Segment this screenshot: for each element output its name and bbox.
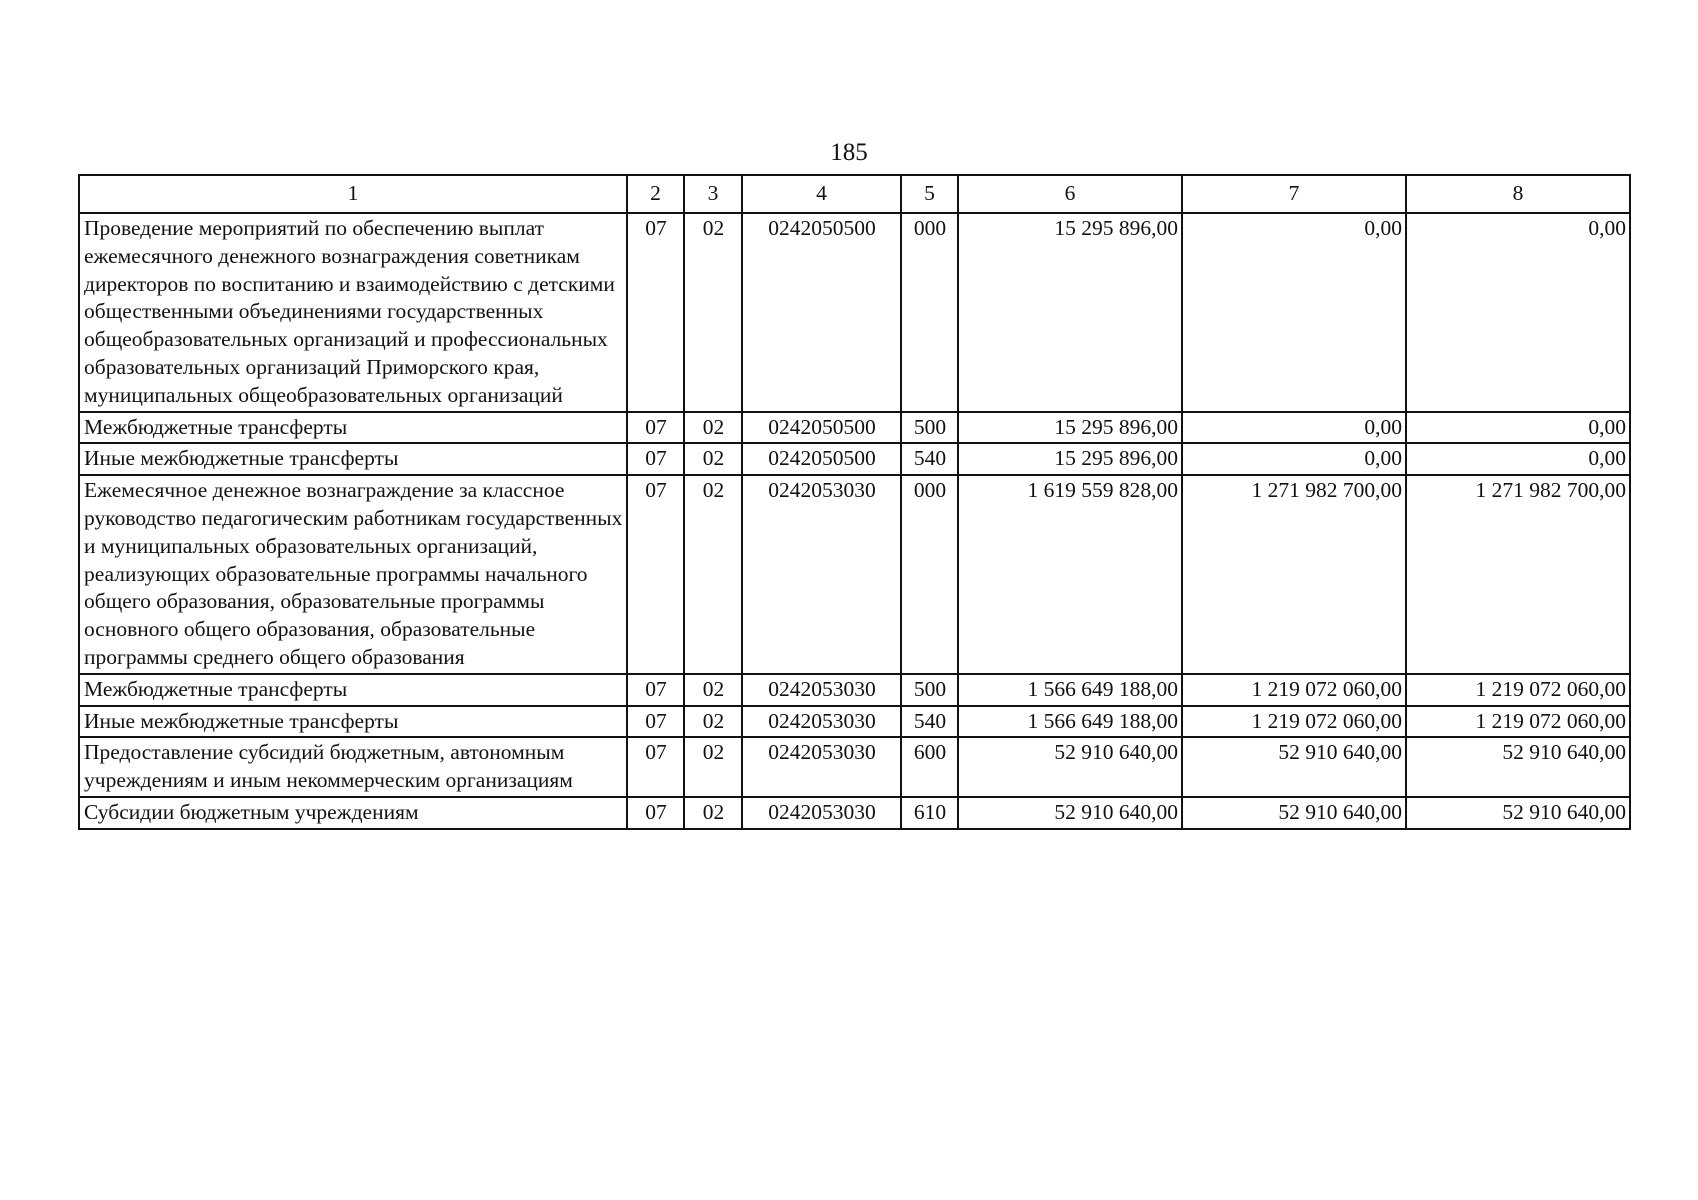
amount-col7: 0,00 — [1182, 443, 1406, 475]
table-row — [79, 443, 1630, 475]
table-row — [79, 674, 1630, 706]
amount-col8: 0,00 — [1406, 443, 1630, 475]
amount-col7: 1 271 982 700,00 — [1182, 475, 1406, 674]
target-code: 0242053030 — [742, 706, 901, 738]
row-name: Ежемесячное денежное вознаграждение за классное руководство педагогическим работникам государственных и муниципальных образовательных организаций, реализующих образовательные программы начального общего образования, образовательные программы основного общего образования, образовательные программы среднего общего образования — [79, 475, 627, 674]
table-row — [79, 737, 1630, 797]
table-header-row — [79, 175, 1630, 213]
amount-col8: 1 219 072 060,00 — [1406, 674, 1630, 706]
amount-col8: 1 271 982 700,00 — [1406, 475, 1630, 674]
column-header: 3 — [684, 175, 742, 213]
table-row — [79, 706, 1630, 738]
row-name: Субсидии бюджетным учреждениям — [79, 797, 627, 829]
amount-col6: 1 566 649 188,00 — [958, 706, 1182, 738]
expense-type-code: 500 — [901, 412, 958, 444]
subsection-code: 02 — [684, 706, 742, 738]
amount-col8: 52 910 640,00 — [1406, 737, 1630, 797]
column-header: 8 — [1406, 175, 1630, 213]
target-code: 0242053030 — [742, 475, 901, 674]
expense-type-code: 540 — [901, 443, 958, 475]
column-header: 2 — [627, 175, 684, 213]
section-code: 07 — [627, 737, 684, 797]
expense-type-code: 610 — [901, 797, 958, 829]
amount-col6: 15 295 896,00 — [958, 443, 1182, 475]
subsection-code: 02 — [684, 737, 742, 797]
subsection-code: 02 — [684, 443, 742, 475]
column-header: 5 — [901, 175, 958, 213]
section-code: 07 — [627, 475, 684, 674]
target-code: 0242050500 — [742, 443, 901, 475]
table-row — [79, 475, 1630, 674]
amount-col7: 0,00 — [1182, 412, 1406, 444]
expense-type-code: 600 — [901, 737, 958, 797]
section-code: 07 — [627, 443, 684, 475]
amount-col8: 0,00 — [1406, 412, 1630, 444]
section-code: 07 — [627, 797, 684, 829]
column-header: 7 — [1182, 175, 1406, 213]
target-code: 0242050500 — [742, 213, 901, 412]
amount-col7: 0,00 — [1182, 213, 1406, 412]
section-code: 07 — [627, 706, 684, 738]
table-row — [79, 213, 1630, 412]
amount-col6: 1 566 649 188,00 — [958, 674, 1182, 706]
section-code: 07 — [627, 412, 684, 444]
page-number: 185 — [830, 139, 868, 166]
table-row — [79, 412, 1630, 444]
amount-col6: 15 295 896,00 — [958, 412, 1182, 444]
budget-table — [78, 174, 1631, 830]
amount-col6: 52 910 640,00 — [958, 737, 1182, 797]
subsection-code: 02 — [684, 412, 742, 444]
section-code: 07 — [627, 674, 684, 706]
subsection-code: 02 — [684, 213, 742, 412]
expense-type-code: 000 — [901, 213, 958, 412]
expense-type-code: 540 — [901, 706, 958, 738]
amount-col7: 52 910 640,00 — [1182, 737, 1406, 797]
row-name: Предоставление субсидий бюджетным, автономным учреждениям и иным некоммерческим организациям — [79, 737, 627, 797]
amount-col6: 15 295 896,00 — [958, 213, 1182, 412]
subsection-code: 02 — [684, 674, 742, 706]
expense-type-code: 500 — [901, 674, 958, 706]
row-name: Межбюджетные трансферты — [79, 412, 627, 444]
row-name: Иные межбюджетные трансферты — [79, 443, 627, 475]
target-code: 0242053030 — [742, 797, 901, 829]
amount-col8: 1 219 072 060,00 — [1406, 706, 1630, 738]
target-code: 0242050500 — [742, 412, 901, 444]
amount-col7: 1 219 072 060,00 — [1182, 706, 1406, 738]
row-name: Проведение мероприятий по обеспечению выплат ежемесячного денежного вознаграждения советникам директоров по воспитанию и взаимодействию с детскими общественными объединениями государственных общеобразовательных организаций и профессиональных образовательных организаций Приморского края, муниципальных общеобразовательных организаций — [79, 213, 627, 412]
column-header: 1 — [79, 175, 627, 213]
amount-col8: 0,00 — [1406, 213, 1630, 412]
amount-col6: 1 619 559 828,00 — [958, 475, 1182, 674]
section-code: 07 — [627, 213, 684, 412]
column-header: 6 — [958, 175, 1182, 213]
target-code: 0242053030 — [742, 674, 901, 706]
amount-col6: 52 910 640,00 — [958, 797, 1182, 829]
table-row — [79, 797, 1630, 829]
subsection-code: 02 — [684, 475, 742, 674]
subsection-code: 02 — [684, 797, 742, 829]
amount-col7: 1 219 072 060,00 — [1182, 674, 1406, 706]
row-name: Иные межбюджетные трансферты — [79, 706, 627, 738]
row-name: Межбюджетные трансферты — [79, 674, 627, 706]
target-code: 0242053030 — [742, 737, 901, 797]
amount-col7: 52 910 640,00 — [1182, 797, 1406, 829]
expense-type-code: 000 — [901, 475, 958, 674]
column-header: 4 — [742, 175, 901, 213]
amount-col8: 52 910 640,00 — [1406, 797, 1630, 829]
